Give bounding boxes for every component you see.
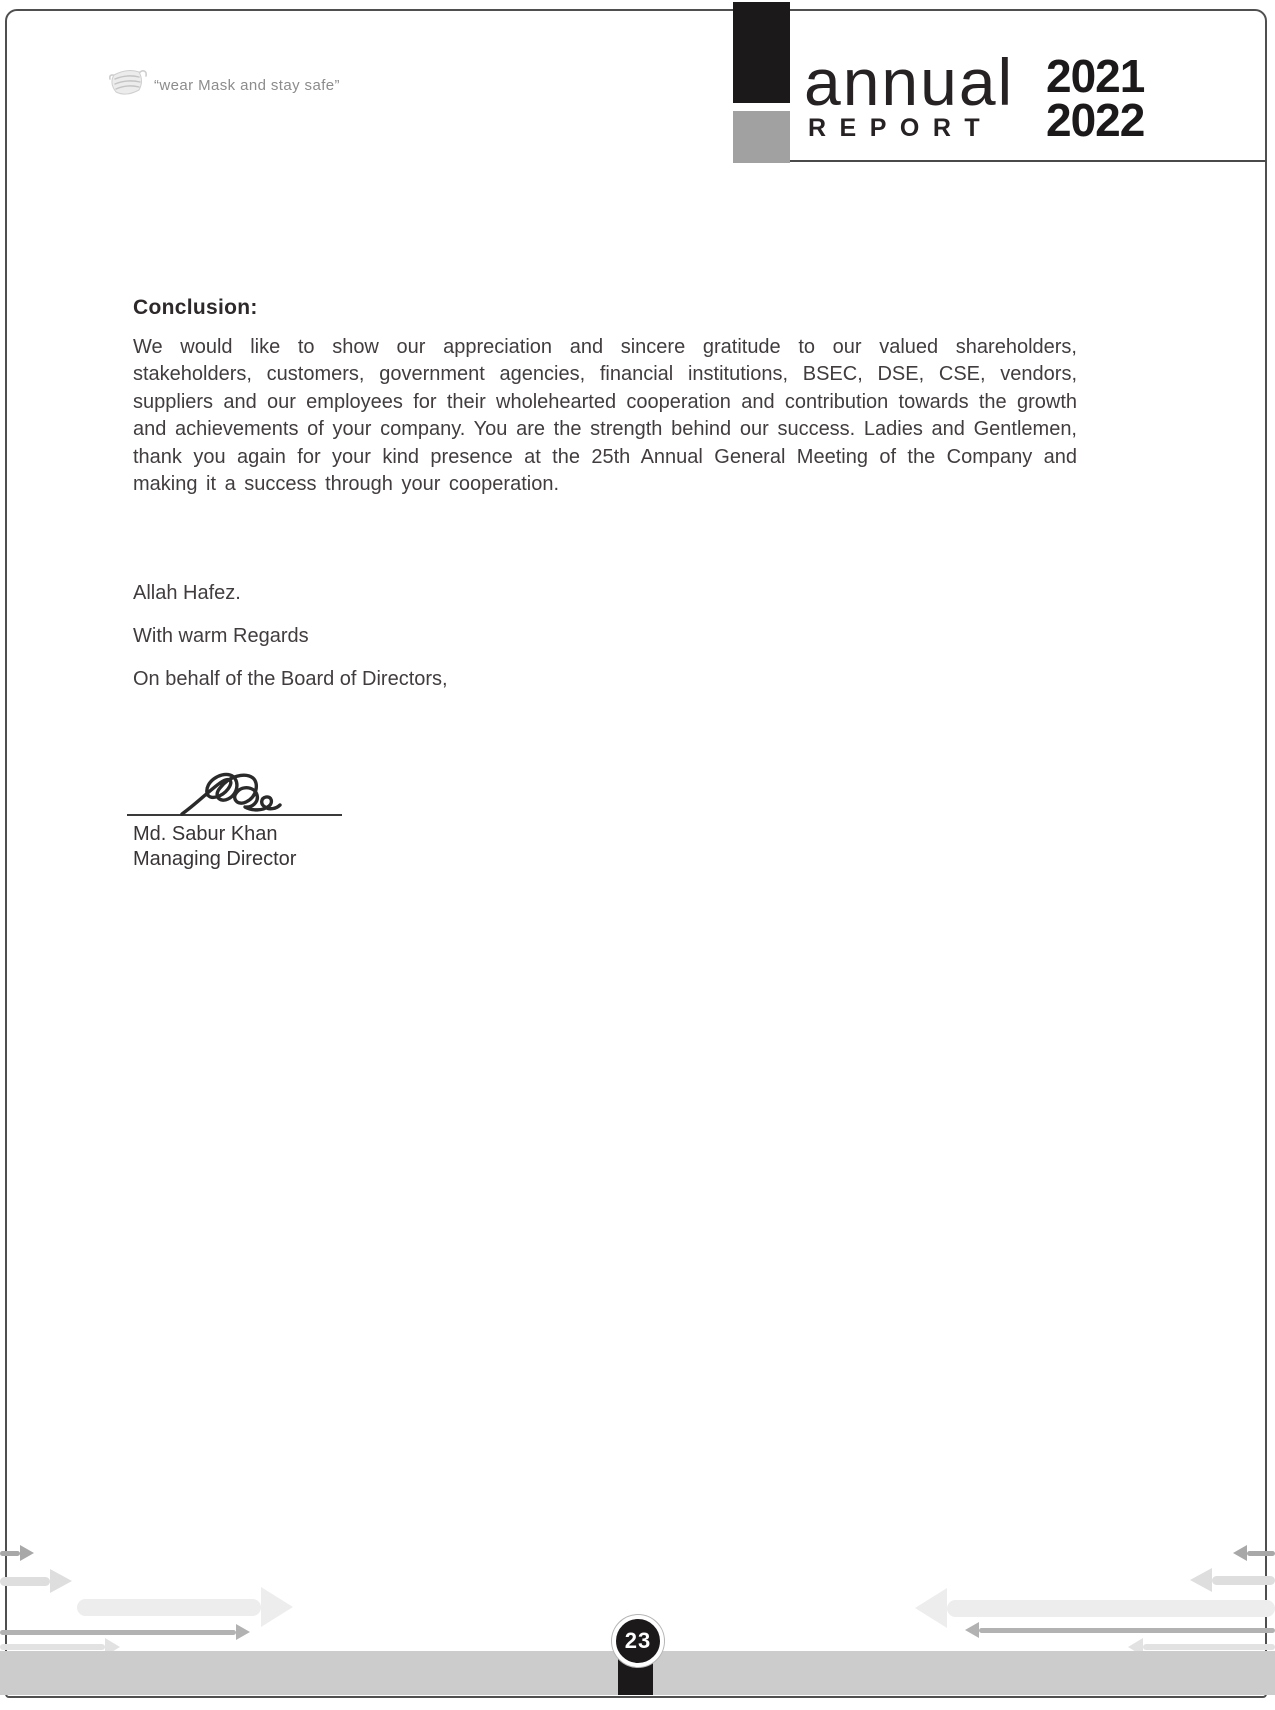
header-rule — [733, 160, 1266, 162]
page-number-text: 23 — [624, 1628, 652, 1653]
report-years — [1046, 50, 1145, 146]
annual-logo-text: annual — [804, 45, 1015, 119]
report-year-top: 2021 — [1046, 50, 1145, 102]
conclusion-paragraph: We would like to show our appreciation and sincere gratitude to our valued shareholders, stakeholders, customers, government agencies, financial institutions, BSEC, DSE, CSE, vendors, suppliers and our employees for their wholehearted cooperation and contribution towards the growth and achievements of your company. You are the strength behind our success. Ladies and Gentlemen, thank you again for your kind presence at the 25th Annual General Meeting of the Company and making it a success through your cooperation. — [133, 336, 1077, 496]
right-arrow-decoration — [0, 1569, 72, 1593]
left-arrow-decoration — [965, 1622, 1275, 1638]
left-arrow-decoration — [1233, 1545, 1275, 1561]
signatory-name: Md. Sabur Khan — [133, 823, 278, 845]
signatory-title: Managing Director — [133, 848, 297, 870]
right-arrow-decoration — [0, 1545, 34, 1561]
safety-note — [106, 66, 340, 105]
report-year-bottom: 2022 — [1046, 94, 1145, 146]
face-mask-icon — [106, 66, 150, 105]
logo-gray-block — [733, 111, 790, 163]
safety-note-text: “wear Mask and stay safe” — [154, 77, 340, 94]
page-number-badge — [612, 1615, 664, 1667]
signature-scribble — [178, 766, 288, 823]
conclusion-heading: Conclusion: — [133, 296, 258, 319]
report-logo-text: REPORT — [808, 114, 994, 142]
right-arrow-decoration — [77, 1587, 293, 1627]
farewell-text: Allah Hafez. — [133, 582, 241, 604]
regards-text: With warm Regards — [133, 625, 309, 647]
on-behalf-text: On behalf of the Board of Directors, — [133, 668, 448, 690]
logo-black-block — [733, 2, 790, 103]
